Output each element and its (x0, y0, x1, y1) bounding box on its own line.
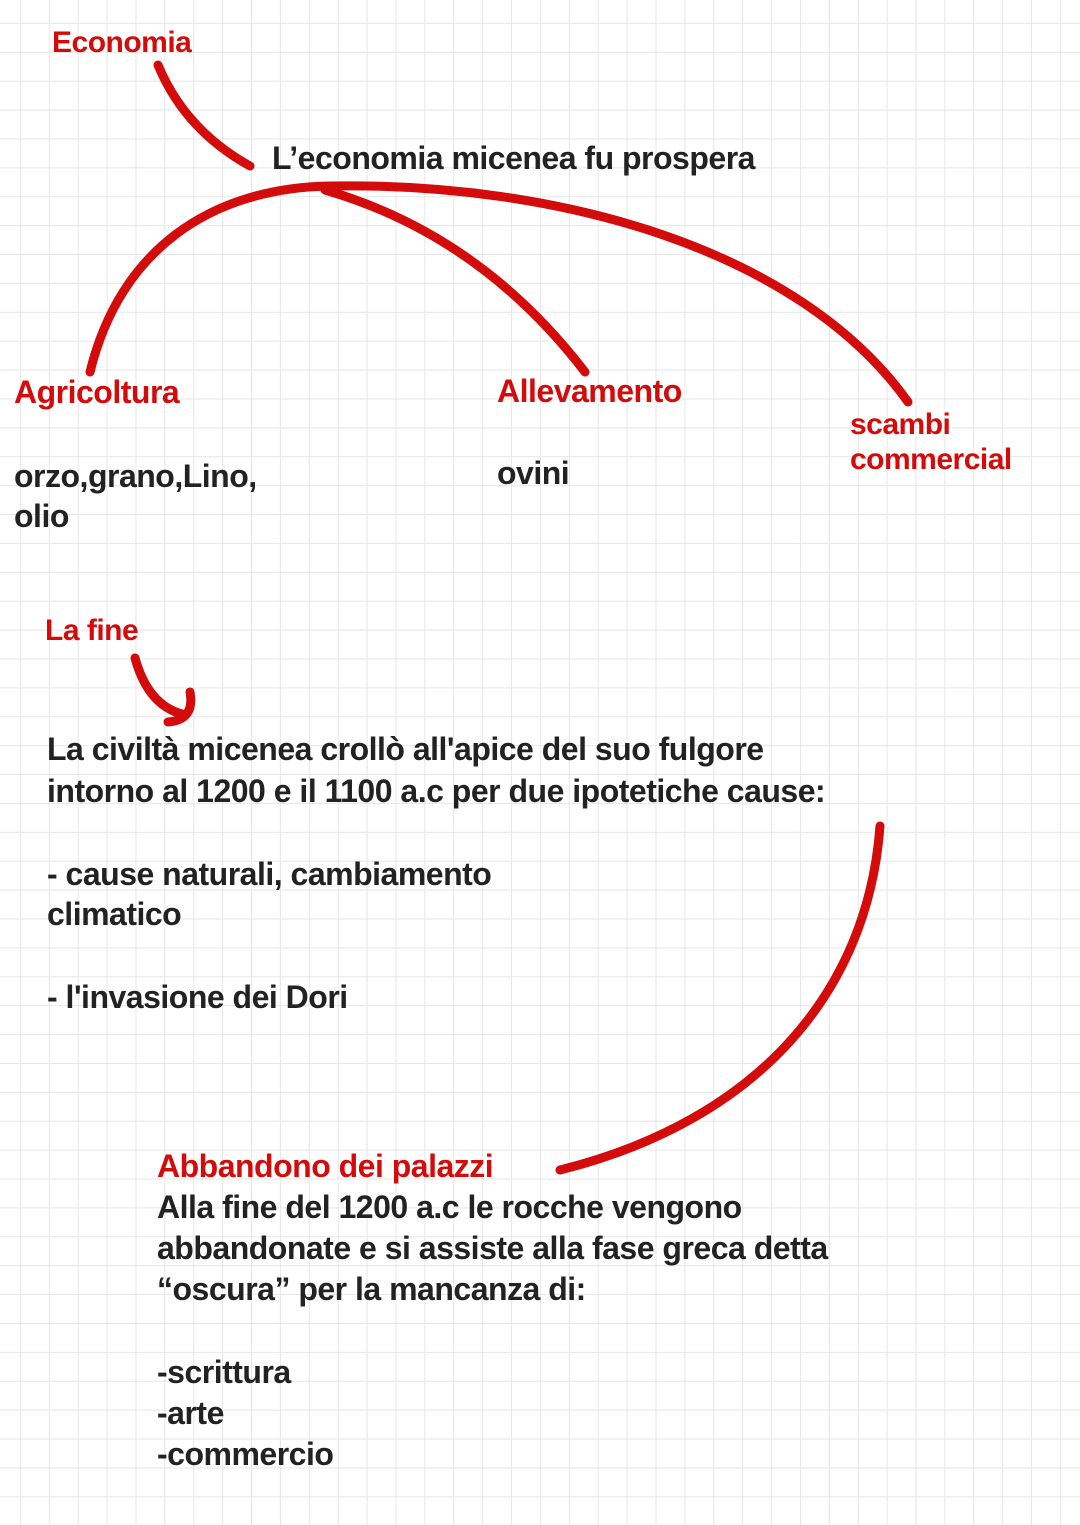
economy-statement: L’economia micenea fu prospera (272, 140, 755, 176)
agricoltura-heading: Agricoltura (14, 374, 180, 410)
economia-connector (158, 65, 250, 166)
main-arc (90, 186, 908, 402)
agricoltura-line-1: orzo,grano,Lino, (14, 458, 257, 494)
la-fine-heading: La fine (45, 614, 139, 647)
allevamento-heading: Allevamento (497, 373, 682, 409)
economia-heading: Economia (52, 26, 192, 59)
list-item: -arte (157, 1395, 224, 1431)
abbandono-heading: Abbandono dei palazzi (157, 1148, 494, 1184)
abbandono-connector (560, 826, 880, 1170)
agricoltura-line-2: olio (14, 498, 69, 534)
fine-arrow (135, 658, 191, 722)
abbandono-line-1: Alla fine del 1200 a.c le rocche vengono (157, 1189, 742, 1225)
cause-2: - l'invasione dei Dori (47, 979, 348, 1015)
list-item: -scrittura (157, 1354, 291, 1390)
cause-1-line-1: - cause naturali, cambiamento (47, 856, 492, 892)
scambi-heading: scambi (850, 408, 951, 441)
commercial-heading: commercial (850, 443, 1012, 476)
cause-1-line-2: climatico (47, 896, 182, 932)
allevamento-connector (325, 190, 585, 372)
fine-paragraph-line-1: La civiltà micenea crollò all'apice del suo fulgore (47, 731, 764, 767)
fine-paragraph-line-2: intorno al 1200 e il 1100 a.c per due ipotetiche cause: (47, 773, 826, 809)
list-item: -commercio (157, 1436, 334, 1472)
allevamento-line-1: ovini (497, 455, 570, 491)
abbandono-line-3: “oscura” per la mancanza di: (157, 1271, 586, 1307)
abbandono-line-2: abbandonate e si assiste alla fase greca detta (157, 1230, 828, 1266)
